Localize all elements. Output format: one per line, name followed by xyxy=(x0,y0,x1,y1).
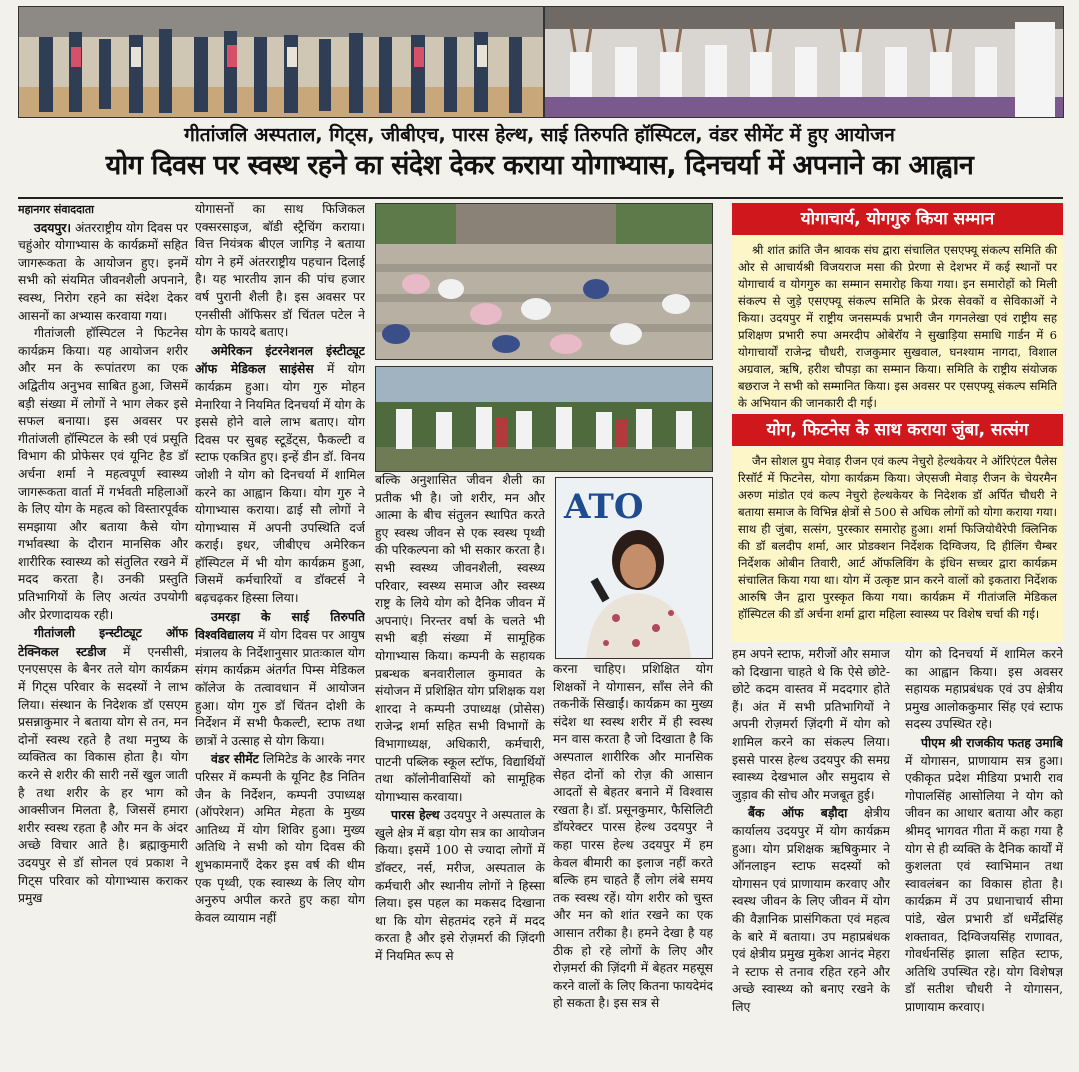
article-column-6 xyxy=(905,646,1063,1065)
banner-letters: ATO xyxy=(564,487,644,527)
col6-para-1: योग को दिनचर्या में शामिल करने का आह्वान किया। इस अवसर सहायक महाप्रबंधक एवं उप क्षेत्रीय प्रमुख आलोककुमार सिंह एवं स्टाफ सदस्य उपस्थित रहे। xyxy=(905,647,1063,732)
photo-speaker-with-microphone xyxy=(555,477,713,659)
col1-para-3: गीतांजली इन्स्टीट्यूट ऑफ टेक्निकल स्टडीज में एनसीसी, एनएसएस के बैनर तले योग कार्यक्रम में गिट्स परिवार के सदस्यों ने लाभ लिया। संस्थान के निदेशक डॉ एसएम प्रसन्नाकुमार ने बताया योग से तन, मन दोनों स्वस्थ रहते है तथा मनुष्य के व्यक्तित्व का विकास होता है। योग करने से शरीर की सारी नसें खुल जाती है तथा शरीर के हर भाग को आक्सीजन मिलता है, जिससें हमारा शरीर स्वस्थ रहता है और मन के अंदर अच्छे विचार आते है। ब्रह्माकुमारी उदयपुर से डॉ सोनल एवं प्रकाश ने गिट्स परिवार को योगाभ्यास कराकर प्रमुख xyxy=(18,625,188,906)
col3-para-1: बल्कि अनुशासित जीवन शैली का प्रतीक भी है। जो शरीर, मन और आत्मा के बीच संतुलन स्थापित करते हुए स्वस्थ जीवन से एक स्वस्थ पृथ्वी की परिकल्पना को भी सकार करता है। सभी स्वस्थ्य जीवनशैली, स्वस्थ्य परिवार, स्वस्थ्य समाज और स्वस्थ्य राष्ट्र के लिये योग को दैनिक जीवन में अपनाएं। निरन्तर वर्षा के चलते भी सभी बड़ी संख्या में सामूहिक योगाभ्यास किया। कम्पनी के सहायक प्रबन्धक बनवारीलाल कुमावत के संयोजन में प्रशिक्षित योग प्रशिक्षक यश शारदा ने कम्पनी उपाध्यक्ष (प्रोसेस) राजेन्द्र शर्मा सहित सभी विभागों के विभागाध्यक्ष, अधिकारी, कर्मचारी, पाटनी पब्लिक स्कूल स्टॉफ, विद्यार्थियों तथा कॉलोनीवासियों को सामूहिक योगाभ्यास करवाया। xyxy=(375,473,545,804)
col2-para-2: अमेरिकन इंटरनेशनल इंस्टीट्यूट ऑफ मेडिकल साइंसेस में योग कार्यक्रम हुआ। योग गुरु मोहन मेनारिया ने नियमित दिनचर्या में योग के इससे होने वाले लाभ बताए। योग दिवस पर सुबह स्टूडेंट्स, फैकल्टी व स्टाफ एकत्रित हुए। इन्हें डीन डॉ. विनय जोशी ने योग को दिनचर्या में शामिल करने का आह्वान किया। योग गुरु ने योगाभ्यास कराया। ढाई सौ लोगों ने योगाभ्यास में अपनी उपस्थिति दर्ज कराई। इधर, जीबीएच अमेरिकन हॉस्पिटल में भी योग कार्यक्रम हुआ, जिसमें कर्मचारियों व डॉक्टर्स ने बढ़चढ़कर हिस्सा लिया। xyxy=(195,342,365,606)
photo-garden-yoga-session xyxy=(375,366,713,472)
headline: योग दिवस पर स्वस्थ रहने का संदेश देकर कराया योगाभ्यास, दिनचर्या में अपनाने का आह्वान xyxy=(105,150,974,181)
col1-para-2: गीतांजली हॉस्पिटल ने फिटनेस कार्यक्रम किया। यह आयोजन शरीर और मन के रूपांतरण का एक अद्वितीय अनुभव साबित हुआ, जिसमें बड़ी संख्या में लोगों ने भाग लेकर इसे सफल बनाया। इस अवसर पर गीतांजली हॉस्पिटल के स्त्री एवं प्रसूति विभाग की प्रोफेसर एवं यूनिट हैड डॉ अर्चना शर्मा ने महत्वपूर्ण स्वास्थ्य जागरूकता वार्ता में गर्भवती महिलाओं के लिए योग के महत्व को विस्तारपूर्वक समझाया और बताया कैसे योग गर्भावस्था के दौरान मानसिक और शारीरिक स्वास्थ्य को संतुलित रखने में मदद करता है। उनकी प्रस्तुति प्रतिभागियों के लिए अत्यंत उपयोगी और प्रेरणादायक रही। xyxy=(18,326,188,622)
article-column-1 xyxy=(18,201,188,1065)
headline-rule xyxy=(18,197,1063,199)
subheadline: गीतांजलि अस्पताल, गिट्स, जीबीएच, पारस हेल्थ, साई तिरुपति हॉस्पिटल, वंडर सीमेंट में हुए आयोजन xyxy=(184,124,895,146)
photo-group-yoga-stretch xyxy=(544,6,1064,118)
col5-para-2: बैंक ऑफ बड़ौदा क्षेत्रीय कार्यालय उदयपुर में योग कार्यक्रम हुआ। योग प्रशिक्षक ऋषिकुमार ने ऑनलाइन स्टाफ सदस्यों को योगासन एवं प्राणायाम करवाए और स्वस्थ जीवन के लिए जीवन में योग की वैज्ञानिक प्रासंगिकता एवं महत्व के बारे में बताया। उप महाप्रबंधक एवं क्षेत्रीय प्रमुख मुकेश आनंद मेहरा ने स्टाफ से तनाव रहित रहने और अच्छे स्वास्थ्य को बनाए रखने के लिए xyxy=(732,805,890,1014)
col5-para-1: हम अपने स्टाफ, मरीजों और समाज को दिखाना चाहते थे कि ऐसे छोटे-छोटे कदम वास्तव में मददगार होते हैं। अंत में सभी प्रतिभागियों ने अपनी रोज़मर्रा ज़िंदगी में योग को शामिल करने का संकल्प लिया। इससे पारस हेल्थ उदयपुर की समग्र स्वास्थ्य देखभाल और समुदाय से जुड़ाव की सोच और मजबूत हुई। xyxy=(732,647,890,802)
article-column-2 xyxy=(195,201,365,1065)
box1-body: श्री शांत क्रांति जैन श्रावक संघ द्वारा संचालित एसएफ्यू संकल्प समिति की ओर से आचार्यश्री विजयराज मसा की प्रेरणा से देशभर में कई स्थानों पर योगाचार्य व योगगुरु का सम्मान समारोह किया गया। इन समारोहों को मिली संकल्प से जुड़े एसएफ्यू संकल्प समिति के प्रेरक सेवकों व सेविकाओं ने किया। उदयपुर में राष्ट्रीय जनसम्पर्क प्रभारी जैन गगनलेखा एवं राष्ट्रीय सह प्रशिक्षण प्रभारी रुपा अमरदीप ओबेरॉय ने सुखाड़िया समाधि गार्डन में 6 योगाचार्यों राजेन्द्र चौधरी, राजकुमार सुखवाल, घनश्याम नागदा, विशाल अग्रवाल, ऋषि, हरीश चौपड़ा का सम्मान किया। समिति के राष्ट्रीय संयोजक बछराज ने सभी को सम्मानित किया। इस अवसर पर एसएफ्यू संकल्प समिति के अभियान की जानकारी दी गई। xyxy=(732,236,1063,410)
col2-para-4: वंडर सीमेंट लिमिटेड के आरके नगर परिसर में कम्पनी के यूनिट हैड नितिन जैन के निर्देशन, कम्पनी उपाध्यक्ष (ऑपरेशन) अमित मेहता के मुख्य आतिथ्य में योग शिविर हुआ। मुख्य अतिथि ने सभी को योग दिवस की शुभकामनाएँ देकर इस वर्ष की थीम एक पृथ्वी, एक स्वास्थ्य के लिए योग अनुरुप अपील करते हुए कहा योग केवल व्यायाम नहीं xyxy=(195,751,365,925)
col1-para-1: उदयपुर। अंतरराष्ट्रीय योग दिवस पर चहुंओर योगाभ्यास के कार्यक्रमों सहित जागरूकता के आयोजन हुए। इनमें सभी को संयमित जीवनशैली अपनाने, स्वस्थ, निरोग रहने का संदेश देकर आसनों का अभ्यास करवाया गया। xyxy=(18,219,188,323)
byline: महानगर संवाददाता xyxy=(18,203,94,216)
col6-para-2: पीएम श्री राजकीय फतह उमाबि में योगासन, प्राणायाम सत्र हुआ। एकीकृत प्रदेश मीडिया प्रभारी राव गोपालसिंह आसोलिया ने योग को जीवन का आधार बताया और कहा श्रीमद् भागवत गीता में कहा गया है योग से ही व्यक्ति के दैनिक कार्यों में कुशलता एवं स्वाभिमान तथा स्वावलंबन का विकास होता है। कार्यक्रम में उप प्रधानाचार्य सीमा पांडे, खेल प्रभारी डॉ धर्मेंद्रसिंह शक्तावत, दिग्विजयसिंह राणावत, गोवर्धनसिंह झाला सहित स्टाफ, अतिथि उपस्थित रहे। योग विशेषज्ञ डॉ सतीश चौधरी ने योगासन, प्राणायाम करवाए। xyxy=(905,734,1063,1014)
box2-body: जैन सोशल ग्रुप मेवाड़ रीजन एवं कल्प नेचुरो हेल्थकेयर ने ऑरिएंटल पैलेस रिसॉर्ट में फिटनेस, योगा कार्यक्रम किया। जेएसजी मेवाड़ रीजन के चेयरमैन अरुण मांडोत एवं कल्प नेचुरो हेल्थकेयर के निदेशक डॉ अर्पित चौधरी ने बताया समाज के विभिन्न क्षेत्रों से 500 से अधिक लोगों को योगा कराया गया। साथ ही जुंबा, सत्संग, पुरस्कार समारोह हुआ। शर्मा फिजियोथैरेपी क्लिनिक की डॉ बलदीप शर्मा, आर प्रोडक्शन निर्देशक दिग्विजय, दि हीलिंग चैम्बर निर्देशक ओबीन तिवारी, आर्ट ऑफलिविंग के इंधिन सच्चर द्वारा कार्यक्रम संचालित किया गया था। योग में उत्कृष्ट प्रान करने वालों को इकतारा निर्देशक आरुषि जैन द्वारा पुरस्कृत किया गया। कार्यक्रम में गीतांजलि मेडिकल हॉस्पिटल की डॉ अर्चना शर्मा द्वारा महिला स्वास्थ्य पर विशेष चर्चा की गई। xyxy=(732,447,1063,642)
article-column-3 xyxy=(375,472,545,1065)
photo-outdoor-steps-session xyxy=(375,203,713,360)
col3-para-2: पारस हेल्थ उदयपुर ने अस्पताल के खुले क्षेत्र में बड़ा योग सत्र का आयोजन किया। इसमें 100 से ज्यादा लोगों में डॉक्टर, नर्स, मरीज, अस्पताल के कर्मचारी और स्थानीय लोगों ने हिस्सा लिया। इस पहल का मकसद दिखाना था कि योग सेहतमंद रहने में मदद करता है और इसे रोज़मर्रा की ज़िंदगी में नियमित रूप से xyxy=(375,807,545,964)
article-column-4 xyxy=(553,661,713,1065)
box1-title: योगाचार्य, योगगुरु किया सम्मान xyxy=(732,203,1063,235)
col4-para-1: करना चाहिए। प्रशिक्षित योग शिक्षकों ने योगासन, साँस लेने की तकनीकें सिखाईं। कार्यक्रम का मुख्य संदेश था स्वस्थ शरीर में ही स्वस्थ मन वास करता है जो दिखाता है कि अस्पताल शारीरिक और मानसिक सेहत दोनों को रोज़ की आसान आदतों से बेहतर बनाने में विश्वास रखता है। डॉ. प्रसूनकुमार, फैसिलिटी डॉयरेक्टर पारस हेल्थ उदयपुर ने कहा पारस हेल्थ उदयपुर में हम केवल बीमारी का इलाज नहीं करते बल्कि हम चाहते हैं लोग लंबे समय तक स्वस्थ रहें। योग शरीर को चुस्त और मन को शांत रखने का एक आसान तरीका है। हमने देखा है यह ठीक हो रहे लोगों के लिए और रोज़मर्रा की ज़िंदगी में बेहतर महसूस करने वालों के लिए कितना फायदेमंद हो सकता है। इस सत्र से xyxy=(553,662,713,1011)
article-column-5 xyxy=(732,646,890,1065)
photo-hall-yoga-session xyxy=(18,6,544,118)
col2-para-1: योगासनों का साथ फिजिकल एक्सरसाइज, बॉडी स्ट्रैचिंग कराया। वित्त नियंत्रक बीएल जागिड़ ने बताया योग ने हमें अंतरराष्ट्रीय पहचान दिलाई है। यह भारतीय ज्ञान की पांच हजार वर्ष पुरानी शैली है। इस अवसर पर एनसीसी ऑफिसर डॉ चिंतल पटेल ने योग के फायदे बताए। xyxy=(195,202,365,340)
col2-para-3: उमरड़ा के साई तिरुपति विश्वविद्यालय में योग दिवस पर आयुष मंत्रालय के निर्देशानुसार प्रातःकाल योग संगम कार्यक्रम अंतर्गत पिम्स मेडिकल कॉलेज के तत्वावधान में आयोजन हुआ। योग गुरु डॉ चिंतन दोशी के निर्देशन में सभी फैकल्टी, स्टाफ तथा छात्रों ने उत्साह से योग किया। xyxy=(195,608,365,748)
box2-title: योग, फिटनेस के साथ कराया जुंबा, सत्संग xyxy=(732,414,1063,446)
